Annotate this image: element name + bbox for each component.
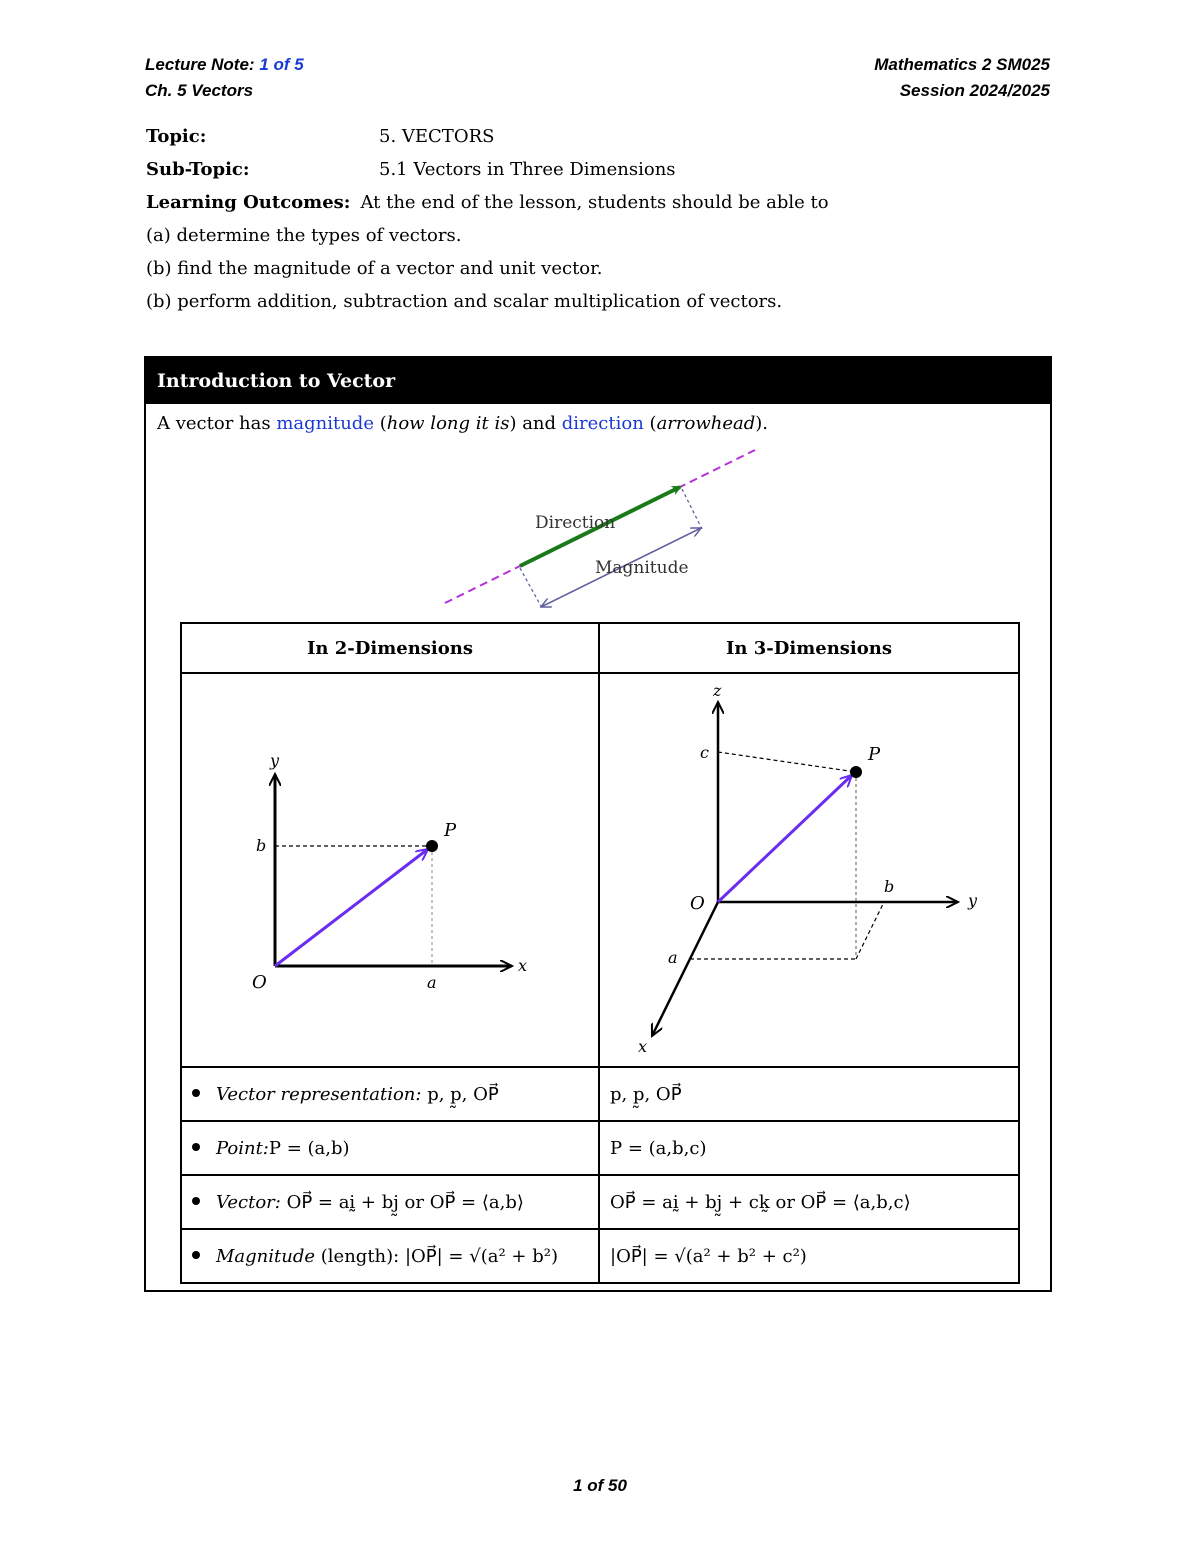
op-vector: [275, 849, 428, 966]
bullet: [192, 1251, 200, 1259]
topic-value: 5. VECTORS: [379, 126, 495, 147]
table-row: [181, 1067, 1019, 1121]
topic-label: Topic:: [146, 126, 207, 147]
outcomes-label: Learning Outcomes:: [146, 192, 351, 213]
c-label: c: [700, 743, 709, 762]
row-right-value: |OP⃗| = √(a² + b² + c²): [599, 1229, 1019, 1283]
magnitude-tick: [520, 568, 542, 608]
row-right-value: P = (a,b,c): [599, 1121, 1019, 1175]
table-header-row: [181, 623, 1019, 673]
col-3d-header: In 3-Dimensions: [599, 623, 1019, 673]
table-row: [181, 1229, 1019, 1283]
magnitude-tick: [682, 489, 702, 529]
dimensions-table: [180, 622, 1020, 1284]
session-label: Session 2024/2025: [899, 81, 1050, 100]
p-label: P: [444, 820, 457, 841]
direction-label: Direction: [535, 513, 616, 533]
row-left-value: |OP⃗| = √(a² + b²): [404, 1245, 558, 1267]
x-label: x: [518, 956, 528, 975]
row-label: Vector representation:: [216, 1083, 422, 1105]
origin-label: O: [252, 972, 267, 993]
b-label: b: [884, 877, 895, 896]
course-title: Mathematics 2 SM025: [874, 55, 1050, 74]
lecture-note-number: 1 of 5: [259, 55, 304, 74]
x-label: x: [638, 1037, 648, 1056]
row-left-value: OP⃗ = aḭ + bj̰ or OP⃗ = ⟨a,b⟩: [286, 1191, 524, 1213]
magnitude-term: magnitude: [276, 413, 374, 434]
row-label: Vector:: [216, 1191, 281, 1213]
p-label: P: [868, 744, 881, 765]
intro-text: A vector has magnitude (how long it is) and direction (arrowhead).: [157, 413, 768, 434]
page-number: 1 of 50: [573, 1476, 627, 1495]
figure-3d-cell: [599, 673, 1019, 1067]
figure-row: [181, 673, 1019, 1067]
y-label: y: [270, 751, 280, 770]
a-label: a: [668, 948, 678, 967]
figure-3d: [600, 674, 1018, 1066]
x-axis: [652, 902, 718, 1036]
row-right-value: OP⃗ = aḭ + bj̰ + ck̰ or OP⃗ = ⟨a,b,c⟩: [599, 1175, 1019, 1229]
bullet: [192, 1197, 200, 1205]
lecture-note: Lecture Note: 1 of 5: [145, 55, 304, 74]
b-guide: [856, 902, 884, 959]
bullet: [192, 1089, 200, 1097]
table-row: [181, 1121, 1019, 1175]
b-label: b: [256, 836, 267, 855]
origin-label: O: [690, 893, 705, 914]
op-vector: [718, 775, 852, 902]
outcome-item: (b) find the magnitude of a vector and unit vector.: [146, 258, 603, 279]
table-row: [181, 1175, 1019, 1229]
row-label-suffix: (length):: [315, 1245, 400, 1267]
subtopic-value: 5.1 Vectors in Three Dimensions: [379, 159, 676, 180]
c-guide: [718, 752, 856, 772]
vector-diagram: [0, 0, 1200, 620]
outcome-item: (a) determine the types of vectors.: [146, 225, 462, 246]
row-left-value: p, p̰, OP⃗: [427, 1083, 499, 1105]
col-2d-header: In 2-Dimensions: [181, 623, 599, 673]
point-p: [850, 766, 862, 778]
intro-heading: Introduction to Vector: [146, 358, 1050, 404]
point-p: [426, 840, 438, 852]
row-right-value: p, p̰, OP⃗: [599, 1067, 1019, 1121]
direction-term: direction: [561, 413, 644, 434]
figure-2d-cell: [181, 673, 599, 1067]
a-label: a: [427, 973, 437, 992]
subtopic-label: Sub-Topic:: [146, 159, 250, 180]
figure-2d: [182, 674, 598, 1066]
chapter-title: Ch. 5 Vectors: [145, 81, 254, 100]
bullet: [192, 1143, 200, 1151]
z-label: z: [713, 681, 722, 700]
magnitude-label: Magnitude: [595, 558, 689, 578]
row-left-value: P = (a,b): [268, 1137, 350, 1159]
outcome-item: (b) perform addition, subtraction and scalar multiplication of vectors.: [146, 291, 783, 312]
y-label: y: [968, 891, 978, 910]
row-label: Point:: [216, 1137, 269, 1159]
outcomes-value: At the end of the lesson, students should be able to: [360, 192, 829, 213]
row-label: Magnitude: [216, 1245, 316, 1267]
